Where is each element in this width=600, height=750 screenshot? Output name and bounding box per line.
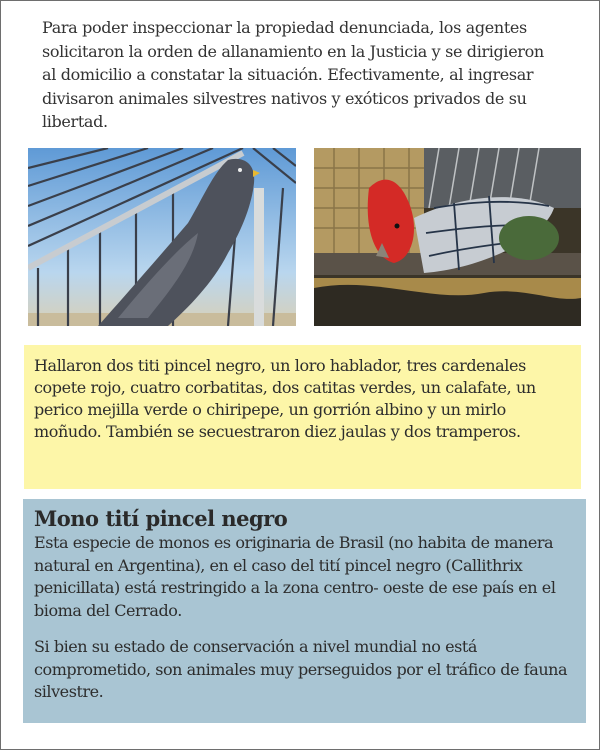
bird-cage-image	[28, 148, 296, 326]
cardinal-image	[314, 148, 581, 326]
info-box-title: Mono tití pincel negro	[34, 506, 288, 531]
info-paragraph-1: Esta especie de monos es originaria de Brasil (no habita de manera natural en Argentina), en el caso del tití pincel negro (Callithrix penicillata) está restringido a la zona centro- oeste de ese país en el bioma del Cerrado.	[34, 533, 556, 620]
intro-paragraph: Para poder inspeccionar la propiedad denunciada, los agentes solicitaron la orden de allanamiento en la Justicia y se dirigieron al domicilio a constatar la situación. Efectivamente, al ingresar divisaron animales silvestres nativos y exóticos privados de su libertad.	[42, 18, 544, 131]
findings-highlight-box	[24, 345, 581, 489]
species-info-box	[23, 499, 586, 723]
photo-cardinal-in-cage	[314, 148, 581, 326]
findings-text: Hallaron dos titi pincel negro, un loro hablador, tres cardenales copete rojo, cuatro corbatitas, dos catitas verdes, un calafate, un perico mejilla verde o chiripepe, un gorrión albino y un mirlo moñudo. También se secuestraron diez jaulas y dos tramperos.	[34, 356, 536, 441]
photo-bird-in-cage	[28, 148, 296, 326]
info-paragraph-2: Si bien su estado de conservación a nivel mundial no está comprometido, son animales muy perseguidos por el tráfico de fauna silvestre.	[34, 637, 568, 701]
